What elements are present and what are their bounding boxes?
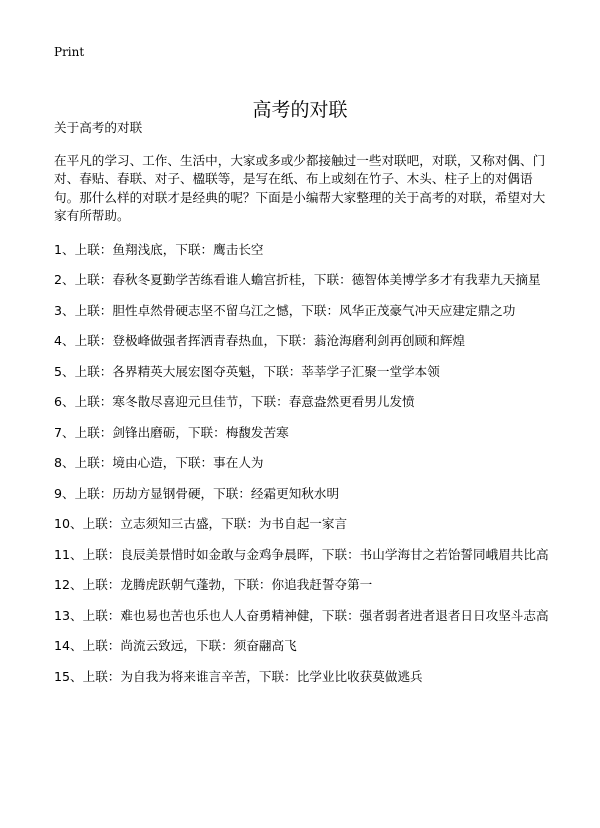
couplet-item: 11、上联：良辰美景惜时如金敢与金鸡争晨晖，下联：书山学海甘之若饴誓同峨眉共比高 [54, 546, 549, 562]
couplet-item: 8、上联：境由心造，下联：事在人为 [54, 455, 264, 470]
couplet-item: 1、上联：鱼翔浅底，下联：鹰击长空 [54, 241, 264, 257]
subtitle: 关于高考的对联 [54, 120, 143, 135]
couplet-item: 9、上联：历劫方显钢骨硬，下联：经霜更知秋水明 [54, 485, 340, 501]
couplet-item: 15、上联：为自我为将来谁言辛苦，下联：比学业比收获莫做逃兵 [54, 668, 423, 684]
couplet-item: 7、上联：剑锋出磨砺，下联：梅馥发苦寒 [54, 424, 289, 440]
couplet-item: 5、上联：各界精英大展宏图夺英魁，下联：莘莘学子汇聚一堂学本领 [54, 363, 440, 379]
couplet-item: 6、上联：寒冬散尽喜迎元旦佳节，下联：春意盎然更看男儿发愤 [54, 394, 415, 409]
document-body [54, 119, 554, 698]
couplet-item: 3、上联：胆性卓然骨硬志坚不留乌江之憾，下联：风华正茂豪气冲天应建定鼎之功 [54, 302, 516, 318]
couplet-item: 14、上联：尚流云致远，下联：须奋翮高飞 [54, 638, 297, 653]
couplet-item: 13、上联：难也易也苦也乐也人人奋勇精神健，下联：强者弱者进者退者日日攻坚斗志高 [54, 607, 549, 623]
print-label: Print [54, 45, 85, 59]
couplet-item: 4、上联：登极峰做强者挥洒青春热血，下联：蓊沧海磨利剑再创顾和辉煌 [54, 333, 466, 348]
couplet-item: 2、上联：春秋冬夏勤学苦练看谁人蟾宫折桂，下联：德智体美博学多才有我辈九天摘星 [54, 272, 541, 287]
intro-paragraph: 在平凡的学习、工作、生活中，大家或多或少都接触过一些对联吧，对联，又称对偶、门对、春贴、春联、对子、楹联等，是写在纸、布上或刻在竹子、木头、柱子上的对偶语句。那什么样的对联才是经典的呢？下面是小编帮大家整理的关于高考的对联，希望对大家有所帮助。 [54, 152, 546, 223]
page-title: 高考的对联 [252, 98, 348, 121]
couplet-item: 12、上联：龙腾虎跃朝气蓬勃，下联：你追我赶誓夺第一 [54, 577, 373, 592]
couplet-item: 10、上联：立志须知三古盛，下联：为书自起一家言 [54, 516, 348, 531]
